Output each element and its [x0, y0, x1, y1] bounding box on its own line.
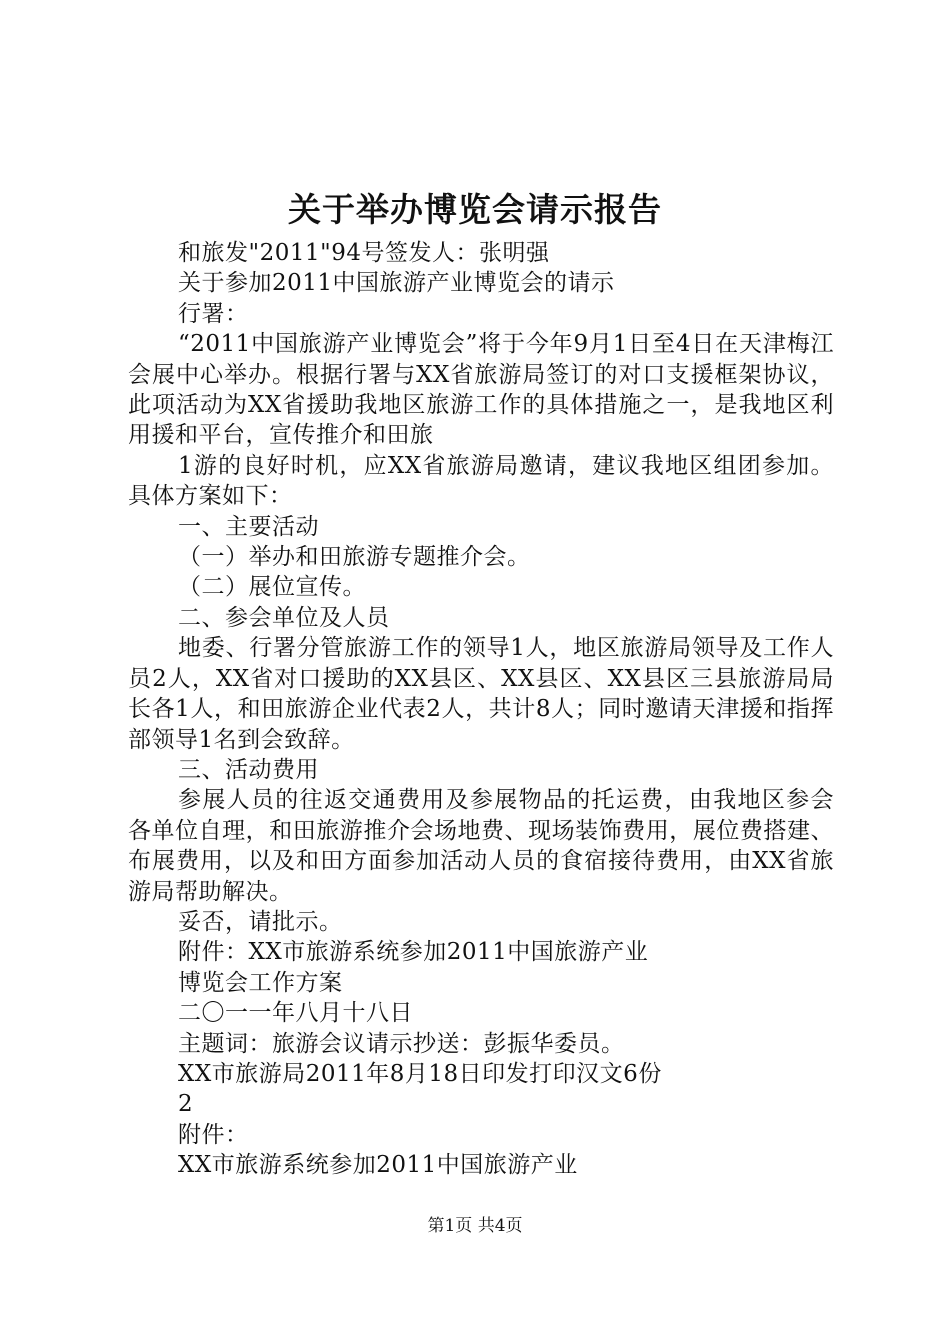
- paragraph-subject: 关于参加2011中国旅游产业博览会的请示: [178, 270, 615, 297]
- paragraph-date: 二〇一一年八月十八日: [178, 1000, 413, 1027]
- page-number-footer: 第1页 共4页: [427, 1216, 523, 1236]
- section-heading-main-activities: 一、主要活动: [178, 513, 319, 540]
- paragraph-intro: “2011中国旅游产业博览会”将于今年9月1日至4日在天津梅江会展中心举办。根据行署与XX省旅游局签订的对口支援框架协议，此项活动为XX省援助我地区旅游工作的具体措施之一，是我地区利用援和平台，宣传推介和田旅: [128, 331, 834, 449]
- list-item-promotion: （一）举办和田旅游专题推介会。: [178, 544, 531, 571]
- paragraph-attachment-continued: 博览会工作方案: [178, 969, 343, 996]
- paragraph-issuer: XX市旅游局2011年8月18日印发打印汉文6份: [178, 1060, 662, 1087]
- paragraph-page-marker: 2: [178, 1091, 194, 1118]
- paragraph-attachment-title: XX市旅游系统参加2011中国旅游产业: [178, 1152, 578, 1179]
- list-item-booth: （二）展位宣传。: [178, 574, 366, 601]
- section-heading-participants: 二、参会单位及人员: [178, 604, 390, 631]
- document-body: [128, 238, 834, 1181]
- document-title: 关于举办博览会请示报告: [288, 190, 662, 229]
- paragraph-participants: 地委、行署分管旅游工作的领导1人，地区旅游局领导及工作人员2人，XX省对口援助的XX县区、XX县区、XX县区三县旅游局局长各1人，和田旅游企业代表2人，共计8人；同时邀请天津援和指挥部领导1名到会致辞。: [128, 635, 834, 753]
- paragraph-attachment-label: 附件：: [178, 1121, 249, 1148]
- paragraph-request-approval: 妥否，请批示。: [178, 908, 343, 935]
- section-heading-costs: 三、活动费用: [178, 756, 319, 783]
- paragraph-issue-number: 和旅发"2011"94号签发人：张明强: [178, 240, 550, 266]
- paragraph-attachment: 附件：XX市旅游系统参加2011中国旅游产业: [178, 939, 649, 966]
- paragraph-addressee: 行署：: [178, 300, 249, 327]
- paragraph-costs: 参展人员的往返交通费用及参展物品的托运费，由我地区参会各单位自理，和田旅游推介会场地费、现场装饰费用，展位费搭建、布展费用，以及和田方面参加活动人员的食宿接待费用，由XX省旅游局帮助解决。: [128, 787, 834, 905]
- paragraph-intro-continued: 1游的良好时机，应XX省旅游局邀请，建议我地区组团参加。具体方案如下：: [128, 452, 834, 510]
- paragraph-keywords: 主题词：旅游会议请示抄送：彭振华委员。: [178, 1030, 625, 1057]
